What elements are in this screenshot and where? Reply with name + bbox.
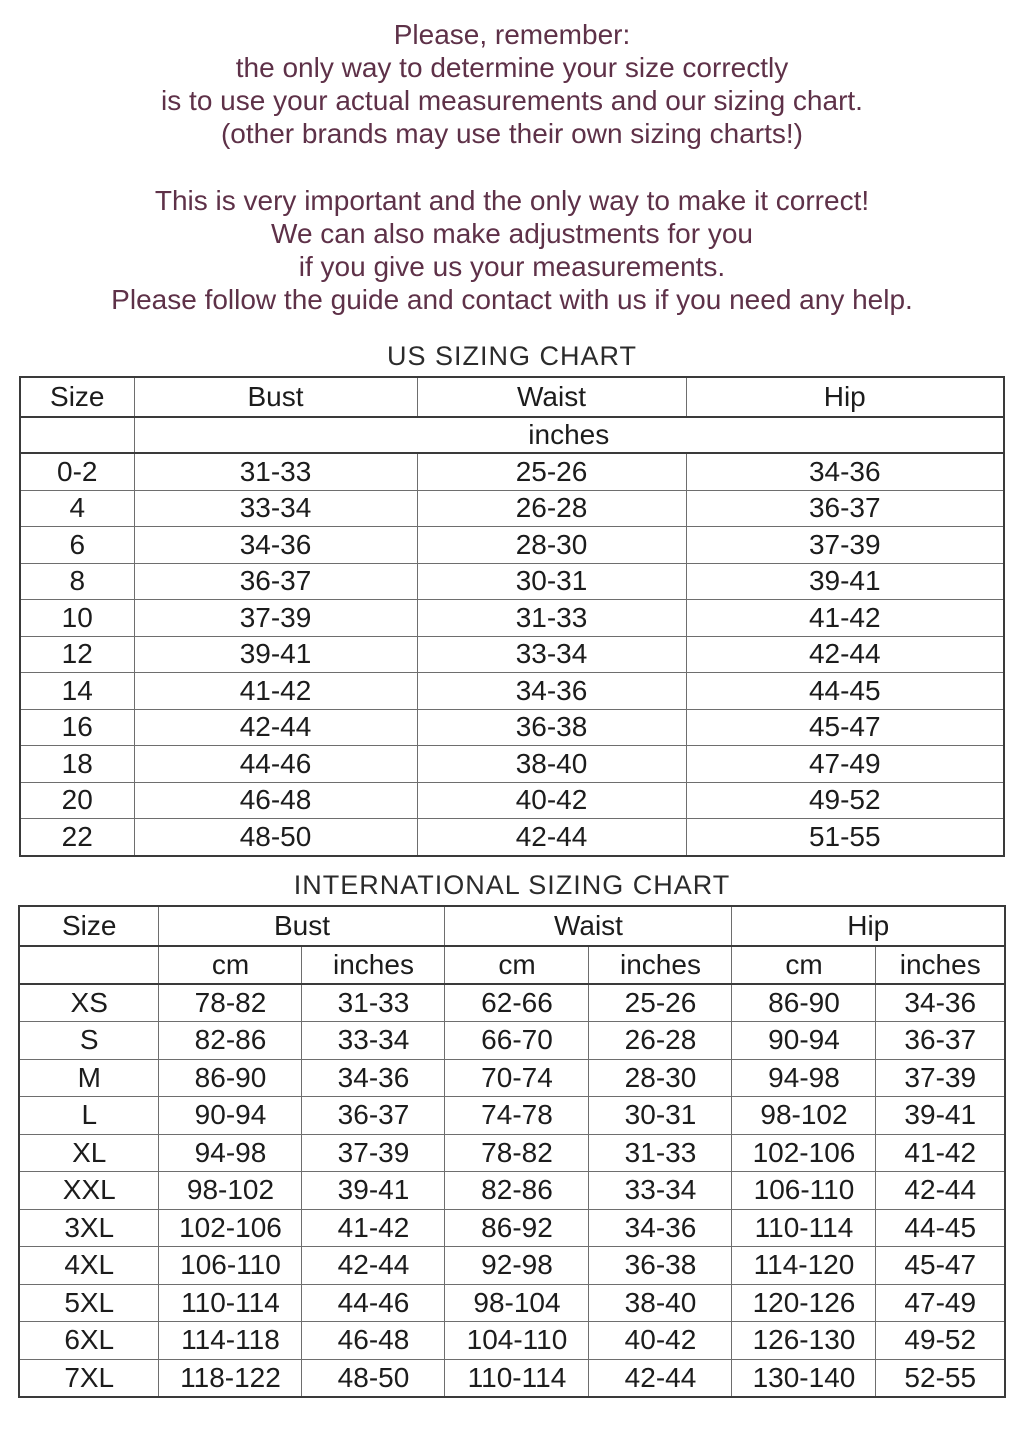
table-row [19,1172,1005,1210]
intl-hip-cm-cell: 110-114 [732,1209,876,1247]
us-hip-cell: 49-52 [686,782,1004,819]
us-size-cell: 12 [20,636,134,673]
table-row [20,673,1004,710]
us-bust-cell: 42-44 [134,709,417,746]
us-bust-cell: 41-42 [134,673,417,710]
intl-bust-inches-cell: 48-50 [302,1359,445,1397]
us-waist-cell: 31-33 [417,600,686,637]
intl-waist-inches-cell: 42-44 [589,1359,732,1397]
intl-waist-cm-cell: 104-110 [445,1322,589,1360]
us-hip-cell: 37-39 [686,527,1004,564]
international-sizing-table [18,905,1006,1399]
table-row [19,1134,1005,1172]
table-row [19,1059,1005,1097]
units-label-cell: inches [876,946,1005,984]
column-header-waist: Waist [417,377,686,417]
us-bust-cell: 44-46 [134,746,417,783]
intl-bust-inches-cell: 37-39 [302,1134,445,1172]
us-header-row [20,377,1004,417]
intl-bust-inches-cell: 42-44 [302,1247,445,1285]
intl-bust-inches-cell: 34-36 [302,1059,445,1097]
intl-hip-cm-cell: 126-130 [732,1322,876,1360]
intl-waist-inches-cell: 38-40 [589,1284,732,1322]
column-header-bust: Bust [134,377,417,417]
intl-waist-cm-cell: 70-74 [445,1059,589,1097]
intl-hip-cm-cell: 130-140 [732,1359,876,1397]
us-size-cell: 10 [20,600,134,637]
intro-line: Please follow the guide and contact with us if you need any help. [111,284,913,315]
intl-bust-cm-cell: 90-94 [159,1097,302,1135]
table-row [19,1284,1005,1322]
intl-size-cell: 6XL [19,1322,159,1360]
intl-bust-cm-cell: 86-90 [159,1059,302,1097]
intl-waist-inches-cell: 33-34 [589,1172,732,1210]
intl-size-cell: 3XL [19,1209,159,1247]
table-row [20,527,1004,564]
intl-waist-inches-cell: 25-26 [589,984,732,1022]
intl-bust-cm-cell: 98-102 [159,1172,302,1210]
intro-paragraph-2 [0,184,1024,316]
units-label-cell: cm [445,946,589,984]
us-sizing-chart-section [0,341,1024,857]
column-header-hip: Hip [732,906,1005,946]
intl-waist-cm-cell: 92-98 [445,1247,589,1285]
intl-hip-cm-cell: 114-120 [732,1247,876,1285]
intl-hip-inches-cell: 44-45 [876,1209,1005,1247]
us-hip-cell: 42-44 [686,636,1004,673]
intl-hip-cm-cell: 90-94 [732,1022,876,1060]
intl-bust-cm-cell: 110-114 [159,1284,302,1322]
intl-size-cell: XS [19,984,159,1022]
intl-bust-inches-cell: 46-48 [302,1322,445,1360]
intro-line: is to use your actual measurements and our sizing chart. [161,85,863,116]
intl-bust-cm-cell: 78-82 [159,984,302,1022]
units-label-cell: cm [159,946,302,984]
us-bust-cell: 37-39 [134,600,417,637]
intro-line: if you give us your measurements. [298,251,726,282]
us-hip-cell: 36-37 [686,490,1004,527]
us-bust-cell: 31-33 [134,453,417,490]
table-row [19,984,1005,1022]
intl-bust-cm-cell: 102-106 [159,1209,302,1247]
units-label-cell: inches [134,417,1004,453]
us-waist-cell: 26-28 [417,490,686,527]
us-size-cell: 4 [20,490,134,527]
intl-bust-inches-cell: 44-46 [302,1284,445,1322]
intl-hip-inches-cell: 42-44 [876,1172,1005,1210]
units-empty-cell [19,946,159,984]
intl-waist-inches-cell: 30-31 [589,1097,732,1135]
us-size-cell: 6 [20,527,134,564]
us-sizing-table [19,376,1005,857]
intl-hip-inches-cell: 41-42 [876,1134,1005,1172]
intl-waist-inches-cell: 40-42 [589,1322,732,1360]
intl-hip-inches-cell: 49-52 [876,1322,1005,1360]
intl-waist-inches-cell: 36-38 [589,1247,732,1285]
column-header-waist: Waist [445,906,732,946]
table-row [20,636,1004,673]
us-bust-cell: 48-50 [134,819,417,856]
us-hip-cell: 47-49 [686,746,1004,783]
intl-waist-inches-cell: 26-28 [589,1022,732,1060]
units-label-cell: inches [302,946,445,984]
us-bust-cell: 34-36 [134,527,417,564]
table-row [20,453,1004,490]
us-size-cell: 16 [20,709,134,746]
us-hip-cell: 44-45 [686,673,1004,710]
intl-waist-cm-cell: 74-78 [445,1097,589,1135]
us-bust-cell: 36-37 [134,563,417,600]
table-row [20,746,1004,783]
intl-size-cell: XXL [19,1172,159,1210]
us-hip-cell: 45-47 [686,709,1004,746]
intl-size-cell: 4XL [19,1247,159,1285]
us-chart-title: US SIZING CHART [386,341,638,371]
table-row [20,600,1004,637]
us-waist-cell: 36-38 [417,709,686,746]
intl-bust-cm-cell: 94-98 [159,1134,302,1172]
us-waist-cell: 34-36 [417,673,686,710]
column-header-size: Size [19,906,159,946]
units-label-cell: cm [732,946,876,984]
intl-size-cell: 5XL [19,1284,159,1322]
us-waist-cell: 42-44 [417,819,686,856]
intl-hip-cm-cell: 94-98 [732,1059,876,1097]
intl-waist-cm-cell: 82-86 [445,1172,589,1210]
table-row [19,1359,1005,1397]
intl-hip-inches-cell: 47-49 [876,1284,1005,1322]
intl-waist-inches-cell: 34-36 [589,1209,732,1247]
us-waist-cell: 33-34 [417,636,686,673]
intl-hip-inches-cell: 37-39 [876,1059,1005,1097]
table-row [20,490,1004,527]
units-empty-cell [20,417,134,453]
intro-line: the only way to determine your size correctly [235,52,789,83]
us-hip-cell: 39-41 [686,563,1004,600]
us-size-cell: 14 [20,673,134,710]
table-row [19,1022,1005,1060]
us-size-cell: 0-2 [20,453,134,490]
intl-size-cell: S [19,1022,159,1060]
intl-waist-cm-cell: 110-114 [445,1359,589,1397]
intl-hip-cm-cell: 106-110 [732,1172,876,1210]
intl-size-cell: M [19,1059,159,1097]
intl-waist-cm-cell: 66-70 [445,1022,589,1060]
intl-size-cell: XL [19,1134,159,1172]
intro-line: This is very important and the only way to make it correct! [154,185,870,216]
intl-hip-cm-cell: 86-90 [732,984,876,1022]
intl-waist-inches-cell: 28-30 [589,1059,732,1097]
international-chart-title: INTERNATIONAL SIZING CHART [293,869,731,900]
intl-waist-cm-cell: 86-92 [445,1209,589,1247]
intl-waist-cm-cell: 98-104 [445,1284,589,1322]
table-row [19,1097,1005,1135]
us-size-cell: 8 [20,563,134,600]
us-units-row [20,417,1004,453]
us-bust-cell: 46-48 [134,782,417,819]
us-bust-cell: 39-41 [134,636,417,673]
us-bust-cell: 33-34 [134,490,417,527]
us-hip-cell: 34-36 [686,453,1004,490]
intl-size-cell: 7XL [19,1359,159,1397]
intl-hip-cm-cell: 120-126 [732,1284,876,1322]
intl-hip-inches-cell: 39-41 [876,1097,1005,1135]
intl-hip-inches-cell: 45-47 [876,1247,1005,1285]
intl-bust-inches-cell: 41-42 [302,1209,445,1247]
intl-waist-cm-cell: 78-82 [445,1134,589,1172]
us-hip-cell: 41-42 [686,600,1004,637]
intl-bust-cm-cell: 106-110 [159,1247,302,1285]
intl-hip-inches-cell: 34-36 [876,984,1005,1022]
intl-header-row [19,906,1005,946]
intro-line: Please, remember: [393,19,631,50]
intro-paragraph-1 [0,18,1024,150]
us-size-cell: 18 [20,746,134,783]
intl-hip-cm-cell: 102-106 [732,1134,876,1172]
table-row [19,1247,1005,1285]
intl-bust-inches-cell: 36-37 [302,1097,445,1135]
intl-units-row [19,946,1005,984]
intl-bust-inches-cell: 39-41 [302,1172,445,1210]
units-label-cell: inches [589,946,732,984]
table-row [19,1209,1005,1247]
us-waist-cell: 38-40 [417,746,686,783]
us-waist-cell: 40-42 [417,782,686,819]
column-header-bust: Bust [159,906,445,946]
table-row [20,819,1004,856]
us-waist-cell: 30-31 [417,563,686,600]
column-header-size: Size [20,377,134,417]
us-waist-cell: 28-30 [417,527,686,564]
us-hip-cell: 51-55 [686,819,1004,856]
intro-line: We can also make adjustments for you [271,218,753,249]
column-header-hip: Hip [686,377,1004,417]
intl-waist-cm-cell: 62-66 [445,984,589,1022]
table-row [20,709,1004,746]
us-size-cell: 22 [20,819,134,856]
intl-bust-inches-cell: 33-34 [302,1022,445,1060]
table-row [20,782,1004,819]
us-size-cell: 20 [20,782,134,819]
intl-bust-inches-cell: 31-33 [302,984,445,1022]
intl-hip-inches-cell: 52-55 [876,1359,1005,1397]
intro-text-block [0,0,1024,316]
intl-bust-cm-cell: 118-122 [159,1359,302,1397]
international-sizing-chart-section [0,870,1024,1399]
us-waist-cell: 25-26 [417,453,686,490]
intro-line: (other brands may use their own sizing charts!) [220,118,804,149]
intl-hip-cm-cell: 98-102 [732,1097,876,1135]
intl-size-cell: L [19,1097,159,1135]
intl-bust-cm-cell: 114-118 [159,1322,302,1360]
intl-waist-inches-cell: 31-33 [589,1134,732,1172]
table-row [20,563,1004,600]
intl-bust-cm-cell: 82-86 [159,1022,302,1060]
table-row [19,1322,1005,1360]
intl-hip-inches-cell: 36-37 [876,1022,1005,1060]
